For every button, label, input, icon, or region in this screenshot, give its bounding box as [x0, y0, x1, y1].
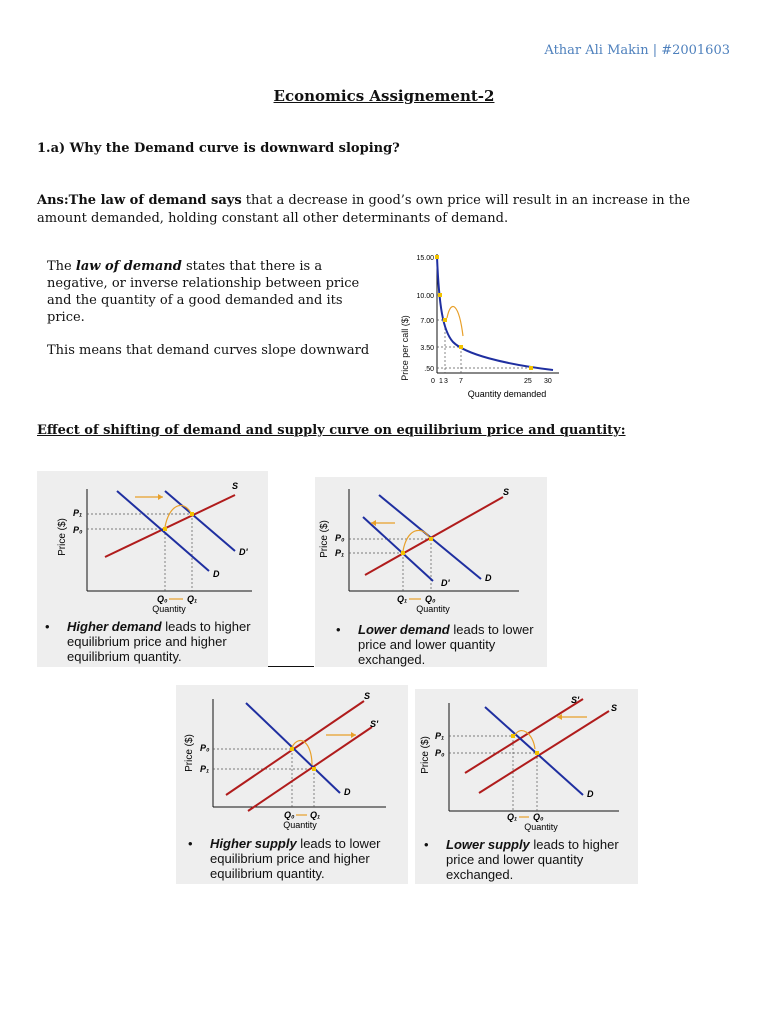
label-p1: P₁: [335, 548, 345, 558]
label-s: S: [611, 703, 618, 713]
law-emphasis: law of demand: [75, 259, 182, 274]
curve-points: [435, 255, 533, 370]
label-d: D: [344, 787, 351, 797]
y-tick-0-5: .50: [424, 366, 434, 373]
label-p1: P₁: [435, 731, 445, 741]
label-d: D: [587, 789, 594, 799]
label-d2: D': [239, 547, 248, 557]
bullet-icon: •: [424, 837, 429, 852]
demand-shifted-line: [363, 517, 433, 581]
y-tick-10: 10.00: [416, 293, 434, 300]
demand-curve-chart: [393, 246, 563, 406]
author-name: Athar Ali Makin | #2001603: [544, 43, 730, 58]
caption-rest: leads to lower price and lower quantity exchanged.: [358, 622, 534, 667]
supply-line: [105, 495, 235, 557]
caption-bold: Higher supply: [210, 836, 297, 851]
caption-bold: Lower demand: [358, 622, 450, 637]
ylabel: Price ($): [184, 734, 195, 772]
caption-rest: leads to higher equilibrium price and higher equilibrium quantity.: [67, 619, 251, 664]
question-heading: 1.a) Why the Demand curve is downward sloping?: [37, 141, 400, 156]
chart-ylabel: Price per call ($): [400, 315, 410, 381]
x-tick-30: 30: [544, 378, 552, 385]
answer-rest: that a decrease in good’s own price will result in an increase in the amount demanded, holding constant all other determinants of demand.: [37, 193, 691, 226]
label-q1: Q₁: [310, 810, 321, 820]
caption-lower-demand: [336, 622, 544, 667]
law-paragraph: [47, 258, 377, 326]
xlabel: Quantity: [524, 822, 558, 832]
label-q0: Q₀: [425, 594, 436, 604]
label-p0: P₀: [335, 533, 345, 543]
label-q0: Q₀: [157, 594, 168, 604]
label-s: S: [503, 487, 510, 497]
panel-lower-demand: [315, 477, 547, 667]
label-q1: Q₁: [187, 594, 198, 604]
label-d2: D': [441, 578, 450, 588]
label-s2: S': [571, 695, 580, 705]
ylabel: Price ($): [57, 518, 68, 556]
x-tick-25: 25: [524, 378, 532, 385]
slope-paragraph: This means that demand curves slope downward: [47, 343, 370, 358]
ylabel: Price ($): [420, 736, 431, 774]
chart-xlabel: Quantity demanded: [467, 389, 547, 399]
label-p0: P₀: [73, 525, 83, 535]
caption-rest: leads to higher price and lower quantity exchanged.: [446, 837, 619, 882]
x-tick-3: 3: [444, 378, 448, 385]
label-p1: P₁: [200, 764, 210, 774]
answer-paragraph: [37, 192, 737, 228]
label-s2: S': [370, 719, 379, 729]
caption-bold: Lower supply: [446, 837, 530, 852]
law-of-demand-text: [47, 258, 377, 375]
x-tick-1: 1: [439, 378, 443, 385]
caption-bold: Higher demand: [67, 619, 162, 634]
label-p1: P₁: [73, 508, 83, 518]
y-tick-7: 7.00: [420, 318, 434, 325]
xlabel: Quantity: [283, 820, 317, 830]
label-p0: P₀: [200, 743, 210, 753]
label-s: S: [232, 481, 239, 491]
bullet-icon: •: [188, 836, 193, 851]
law-start: The: [47, 259, 76, 274]
caption-lower-supply: [424, 837, 636, 882]
section-heading: Effect of shifting of demand and supply curve on equilibrium price and quantity:: [37, 423, 626, 438]
caption-rest: leads to lower equilibrium price and higher equilibrium quantity.: [210, 836, 381, 881]
xlabel: Quantity: [152, 604, 186, 614]
bullet-icon: •: [336, 622, 341, 637]
panel-higher-demand: [37, 471, 268, 667]
panel-lower-supply: [415, 689, 638, 884]
caption-higher-demand: [45, 619, 267, 664]
label-q1: Q₁: [507, 812, 518, 822]
supply-line: [226, 701, 364, 795]
label-q1: Q₁: [397, 594, 408, 604]
answer-prefix: Ans:The law of demand says: [37, 193, 242, 208]
x-tick-7: 7: [459, 378, 463, 385]
divider-line: [268, 666, 314, 667]
y-tick-15: 15.00: [416, 255, 434, 262]
label-q0: Q₀: [533, 812, 544, 822]
x-tick-0: 0: [431, 378, 435, 385]
label-q0: Q₀: [284, 810, 295, 820]
y-tick-3-5: 3.50: [420, 345, 434, 352]
bullet-icon: •: [45, 619, 50, 634]
supply-line: [365, 497, 503, 575]
panel-higher-supply: [176, 685, 408, 884]
label-d: D: [213, 569, 220, 579]
ylabel: Price ($): [319, 520, 330, 558]
xlabel: Quantity: [416, 604, 450, 614]
law-rest: states that there is a negative, or inverse relationship between price and the quantity of a good demanded and its price.: [47, 259, 360, 325]
label-s: S: [364, 691, 371, 701]
label-d: D: [485, 573, 492, 583]
demand-curve: [437, 257, 553, 370]
label-p0: P₀: [435, 748, 445, 758]
document-title: Economics Assignement-2: [273, 87, 495, 105]
movement-arrow: [447, 306, 463, 336]
caption-higher-supply: [188, 836, 406, 881]
